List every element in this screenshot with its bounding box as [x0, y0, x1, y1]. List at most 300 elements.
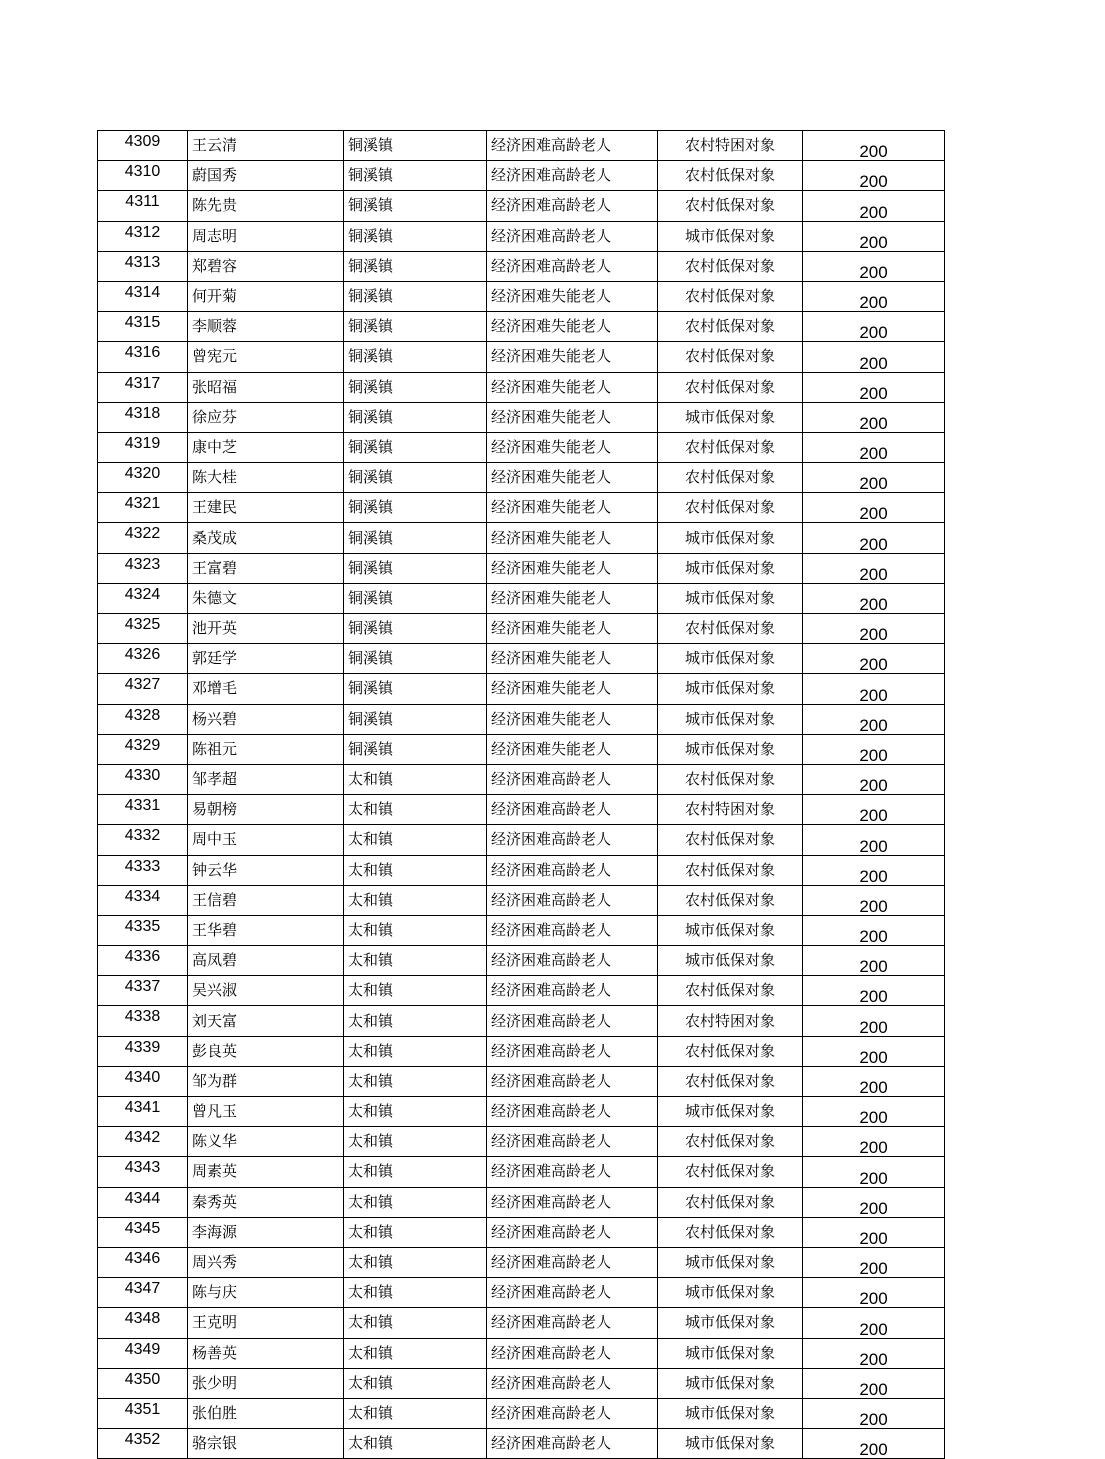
cell-amount: 200: [803, 1278, 945, 1308]
table-row: [98, 493, 945, 523]
cell-town: 铜溪镇: [344, 553, 487, 583]
cell-recipient-type: 城市低保对象: [658, 1308, 803, 1338]
cell-name: 朱德文: [188, 583, 344, 613]
cell-name: 王华碧: [188, 915, 344, 945]
cell-serial-number: 4339: [98, 1036, 188, 1066]
cell-category: 经济困难高龄老人: [487, 1036, 658, 1066]
cell-amount: 200: [803, 342, 945, 372]
cell-town: 太和镇: [344, 795, 487, 825]
cell-category: 经济困难高龄老人: [487, 885, 658, 915]
cell-serial-number: 4312: [98, 221, 188, 251]
cell-town: 太和镇: [344, 976, 487, 1006]
cell-category: 经济困难高龄老人: [487, 1006, 658, 1036]
table-row: [98, 191, 945, 221]
cell-name: 王建民: [188, 493, 344, 523]
cell-name: 钟云华: [188, 855, 344, 885]
cell-serial-number: 4328: [98, 704, 188, 734]
cell-amount: 200: [803, 764, 945, 794]
cell-category: 经济困难高龄老人: [487, 191, 658, 221]
table-row: [98, 432, 945, 462]
cell-town: 铜溪镇: [344, 674, 487, 704]
cell-name: 王云清: [188, 131, 344, 161]
cell-serial-number: 4327: [98, 674, 188, 704]
cell-category: 经济困难高龄老人: [487, 221, 658, 251]
cell-category: 经济困难高龄老人: [487, 1278, 658, 1308]
cell-recipient-type: 城市低保对象: [658, 915, 803, 945]
cell-amount: 200: [803, 825, 945, 855]
table-row: [98, 523, 945, 553]
cell-recipient-type: 农村低保对象: [658, 191, 803, 221]
table-row: [98, 1429, 945, 1459]
cell-category: 经济困难高龄老人: [487, 161, 658, 191]
table-row: [98, 553, 945, 583]
table-row: [98, 734, 945, 764]
cell-town: 太和镇: [344, 885, 487, 915]
cell-category: 经济困难高龄老人: [487, 825, 658, 855]
cell-category: 经济困难高龄老人: [487, 1247, 658, 1277]
cell-serial-number: 4317: [98, 372, 188, 402]
cell-amount: 200: [803, 221, 945, 251]
table-row: [98, 1127, 945, 1157]
cell-serial-number: 4332: [98, 825, 188, 855]
cell-serial-number: 4336: [98, 946, 188, 976]
cell-category: 经济困难高龄老人: [487, 1157, 658, 1187]
cell-recipient-type: 农村特困对象: [658, 131, 803, 161]
cell-recipient-type: 农村低保对象: [658, 1127, 803, 1157]
cell-serial-number: 4324: [98, 583, 188, 613]
cell-serial-number: 4325: [98, 614, 188, 644]
cell-serial-number: 4314: [98, 281, 188, 311]
cell-serial-number: 4334: [98, 885, 188, 915]
cell-name: 蔚国秀: [188, 161, 344, 191]
cell-amount: 200: [803, 885, 945, 915]
cell-recipient-type: 城市低保对象: [658, 1429, 803, 1459]
cell-name: 杨兴碧: [188, 704, 344, 734]
table-row: [98, 1247, 945, 1277]
cell-town: 太和镇: [344, 1278, 487, 1308]
cell-town: 太和镇: [344, 1097, 487, 1127]
cell-recipient-type: 城市低保对象: [658, 1278, 803, 1308]
cell-category: 经济困难失能老人: [487, 281, 658, 311]
cell-serial-number: 4313: [98, 251, 188, 281]
cell-amount: 200: [803, 734, 945, 764]
cell-name: 吴兴淑: [188, 976, 344, 1006]
table-row: [98, 463, 945, 493]
cell-name: 陈祖元: [188, 734, 344, 764]
cell-amount: 200: [803, 1187, 945, 1217]
table-row: [98, 1187, 945, 1217]
cell-category: 经济困难失能老人: [487, 312, 658, 342]
cell-serial-number: 4316: [98, 342, 188, 372]
cell-name: 李顺蓉: [188, 312, 344, 342]
cell-amount: 200: [803, 553, 945, 583]
cell-category: 经济困难失能老人: [487, 493, 658, 523]
cell-amount: 200: [803, 523, 945, 553]
cell-name: 桑茂成: [188, 523, 344, 553]
cell-category: 经济困难失能老人: [487, 583, 658, 613]
cell-serial-number: 4330: [98, 764, 188, 794]
cell-serial-number: 4344: [98, 1187, 188, 1217]
cell-serial-number: 4337: [98, 976, 188, 1006]
cell-recipient-type: 城市低保对象: [658, 583, 803, 613]
cell-serial-number: 4340: [98, 1066, 188, 1096]
table-row: [98, 1097, 945, 1127]
cell-town: 铜溪镇: [344, 583, 487, 613]
cell-category: 经济困难高龄老人: [487, 1187, 658, 1217]
table-row: [98, 674, 945, 704]
cell-serial-number: 4346: [98, 1247, 188, 1277]
cell-recipient-type: 农村低保对象: [658, 614, 803, 644]
cell-serial-number: 4326: [98, 644, 188, 674]
cell-town: 太和镇: [344, 1429, 487, 1459]
cell-amount: 200: [803, 1368, 945, 1398]
cell-recipient-type: 农村低保对象: [658, 1187, 803, 1217]
cell-category: 经济困难失能老人: [487, 704, 658, 734]
cell-serial-number: 4331: [98, 795, 188, 825]
cell-amount: 200: [803, 1217, 945, 1247]
table-row: [98, 1308, 945, 1338]
cell-category: 经济困难失能老人: [487, 644, 658, 674]
cell-amount: 200: [803, 704, 945, 734]
cell-serial-number: 4338: [98, 1006, 188, 1036]
cell-serial-number: 4320: [98, 463, 188, 493]
cell-town: 铜溪镇: [344, 161, 487, 191]
cell-town: 铜溪镇: [344, 281, 487, 311]
cell-town: 太和镇: [344, 1247, 487, 1277]
cell-category: 经济困难失能老人: [487, 372, 658, 402]
cell-serial-number: 4351: [98, 1398, 188, 1428]
cell-serial-number: 4341: [98, 1097, 188, 1127]
table-row: [98, 855, 945, 885]
cell-town: 太和镇: [344, 1157, 487, 1187]
cell-town: 太和镇: [344, 764, 487, 794]
table-row: [98, 1036, 945, 1066]
cell-town: 铜溪镇: [344, 372, 487, 402]
cell-town: 铜溪镇: [344, 734, 487, 764]
cell-name: 李海源: [188, 1217, 344, 1247]
cell-category: 经济困难失能老人: [487, 614, 658, 644]
cell-amount: 200: [803, 614, 945, 644]
table-row: [98, 131, 945, 161]
cell-recipient-type: 城市低保对象: [658, 674, 803, 704]
cell-amount: 200: [803, 372, 945, 402]
table-row: [98, 1338, 945, 1368]
table-body: [98, 131, 945, 1459]
cell-name: 周素英: [188, 1157, 344, 1187]
cell-serial-number: 4352: [98, 1429, 188, 1459]
beneficiary-table: [97, 130, 945, 1459]
cell-recipient-type: 农村低保对象: [658, 1217, 803, 1247]
cell-serial-number: 4310: [98, 161, 188, 191]
cell-town: 太和镇: [344, 1338, 487, 1368]
cell-amount: 200: [803, 946, 945, 976]
cell-name: 陈义华: [188, 1127, 344, 1157]
cell-recipient-type: 农村特困对象: [658, 795, 803, 825]
cell-town: 太和镇: [344, 1398, 487, 1428]
cell-recipient-type: 城市低保对象: [658, 946, 803, 976]
cell-town: 太和镇: [344, 825, 487, 855]
table-row: [98, 281, 945, 311]
cell-recipient-type: 农村低保对象: [658, 463, 803, 493]
cell-recipient-type: 农村低保对象: [658, 281, 803, 311]
cell-serial-number: 4309: [98, 131, 188, 161]
cell-amount: 200: [803, 463, 945, 493]
cell-amount: 200: [803, 1247, 945, 1277]
cell-amount: 200: [803, 191, 945, 221]
cell-name: 徐应芬: [188, 402, 344, 432]
cell-town: 铜溪镇: [344, 131, 487, 161]
cell-serial-number: 4311: [98, 191, 188, 221]
cell-amount: 200: [803, 855, 945, 885]
cell-category: 经济困难高龄老人: [487, 946, 658, 976]
cell-name: 张昭福: [188, 372, 344, 402]
table-row: [98, 251, 945, 281]
cell-town: 铜溪镇: [344, 402, 487, 432]
cell-serial-number: 4322: [98, 523, 188, 553]
table-row: [98, 704, 945, 734]
cell-serial-number: 4345: [98, 1217, 188, 1247]
cell-recipient-type: 城市低保对象: [658, 1338, 803, 1368]
cell-recipient-type: 城市低保对象: [658, 704, 803, 734]
cell-amount: 200: [803, 1036, 945, 1066]
cell-serial-number: 4321: [98, 493, 188, 523]
cell-category: 经济困难高龄老人: [487, 1127, 658, 1157]
table-row: [98, 1368, 945, 1398]
cell-recipient-type: 农村低保对象: [658, 161, 803, 191]
cell-category: 经济困难高龄老人: [487, 1097, 658, 1127]
cell-amount: 200: [803, 1429, 945, 1459]
cell-town: 铜溪镇: [344, 644, 487, 674]
cell-town: 铜溪镇: [344, 251, 487, 281]
cell-category: 经济困难高龄老人: [487, 1066, 658, 1096]
cell-serial-number: 4333: [98, 855, 188, 885]
cell-recipient-type: 城市低保对象: [658, 523, 803, 553]
cell-amount: 200: [803, 131, 945, 161]
cell-category: 经济困难高龄老人: [487, 1429, 658, 1459]
cell-recipient-type: 城市低保对象: [658, 1247, 803, 1277]
cell-recipient-type: 农村低保对象: [658, 432, 803, 462]
cell-town: 太和镇: [344, 1187, 487, 1217]
cell-recipient-type: 城市低保对象: [658, 1097, 803, 1127]
table-row: [98, 1217, 945, 1247]
table-row: [98, 644, 945, 674]
cell-town: 铜溪镇: [344, 493, 487, 523]
table-row: [98, 825, 945, 855]
cell-town: 铜溪镇: [344, 221, 487, 251]
cell-town: 铜溪镇: [344, 191, 487, 221]
cell-amount: 200: [803, 432, 945, 462]
cell-serial-number: 4349: [98, 1338, 188, 1368]
cell-amount: 200: [803, 1097, 945, 1127]
cell-name: 周志明: [188, 221, 344, 251]
cell-recipient-type: 城市低保对象: [658, 734, 803, 764]
table-row: [98, 372, 945, 402]
table-row: [98, 764, 945, 794]
cell-town: 太和镇: [344, 1217, 487, 1247]
cell-name: 郭廷学: [188, 644, 344, 674]
cell-amount: 200: [803, 1157, 945, 1187]
cell-name: 郑碧容: [188, 251, 344, 281]
cell-category: 经济困难高龄老人: [487, 1368, 658, 1398]
cell-name: 邹孝超: [188, 764, 344, 794]
table-row: [98, 1157, 945, 1187]
cell-amount: 200: [803, 644, 945, 674]
cell-serial-number: 4343: [98, 1157, 188, 1187]
cell-category: 经济困难高龄老人: [487, 855, 658, 885]
cell-amount: 200: [803, 1308, 945, 1338]
cell-name: 刘天富: [188, 1006, 344, 1036]
cell-name: 王信碧: [188, 885, 344, 915]
cell-town: 太和镇: [344, 915, 487, 945]
cell-name: 彭良英: [188, 1036, 344, 1066]
cell-category: 经济困难失能老人: [487, 402, 658, 432]
cell-serial-number: 4318: [98, 402, 188, 432]
cell-recipient-type: 城市低保对象: [658, 644, 803, 674]
cell-recipient-type: 农村低保对象: [658, 342, 803, 372]
table-row: [98, 583, 945, 613]
cell-category: 经济困难高龄老人: [487, 764, 658, 794]
cell-recipient-type: 农村低保对象: [658, 855, 803, 885]
table-row: [98, 976, 945, 1006]
table-row: [98, 1278, 945, 1308]
cell-name: 王克明: [188, 1308, 344, 1338]
cell-town: 太和镇: [344, 1368, 487, 1398]
cell-town: 铜溪镇: [344, 704, 487, 734]
cell-category: 经济困难高龄老人: [487, 251, 658, 281]
table-row: [98, 342, 945, 372]
cell-name: 张伯胜: [188, 1398, 344, 1428]
cell-category: 经济困难高龄老人: [487, 1308, 658, 1338]
cell-amount: 200: [803, 674, 945, 704]
cell-amount: 200: [803, 493, 945, 523]
cell-recipient-type: 农村低保对象: [658, 1036, 803, 1066]
cell-amount: 200: [803, 1398, 945, 1428]
cell-town: 铜溪镇: [344, 614, 487, 644]
cell-town: 铜溪镇: [344, 463, 487, 493]
cell-amount: 200: [803, 312, 945, 342]
cell-name: 杨善英: [188, 1338, 344, 1368]
cell-recipient-type: 城市低保对象: [658, 402, 803, 432]
cell-category: 经济困难失能老人: [487, 463, 658, 493]
cell-amount: 200: [803, 1066, 945, 1096]
table-row: [98, 915, 945, 945]
cell-name: 高凤碧: [188, 946, 344, 976]
cell-name: 陈与庆: [188, 1278, 344, 1308]
cell-amount: 200: [803, 795, 945, 825]
cell-category: 经济困难失能老人: [487, 342, 658, 372]
cell-recipient-type: 城市低保对象: [658, 1368, 803, 1398]
cell-name: 张少明: [188, 1368, 344, 1398]
cell-name: 曾宪元: [188, 342, 344, 372]
cell-amount: 200: [803, 583, 945, 613]
cell-recipient-type: 城市低保对象: [658, 1398, 803, 1428]
cell-name: 骆宗银: [188, 1429, 344, 1459]
table-row: [98, 946, 945, 976]
cell-town: 太和镇: [344, 1127, 487, 1157]
cell-category: 经济困难高龄老人: [487, 1398, 658, 1428]
cell-town: 铜溪镇: [344, 432, 487, 462]
cell-name: 何开菊: [188, 281, 344, 311]
cell-recipient-type: 农村低保对象: [658, 764, 803, 794]
cell-amount: 200: [803, 976, 945, 1006]
cell-serial-number: 4329: [98, 734, 188, 764]
cell-amount: 200: [803, 161, 945, 191]
cell-recipient-type: 农村特困对象: [658, 1006, 803, 1036]
cell-recipient-type: 农村低保对象: [658, 251, 803, 281]
cell-amount: 200: [803, 1127, 945, 1157]
cell-amount: 200: [803, 402, 945, 432]
cell-category: 经济困难高龄老人: [487, 915, 658, 945]
cell-category: 经济困难高龄老人: [487, 1217, 658, 1247]
cell-serial-number: 4323: [98, 553, 188, 583]
table-row: [98, 614, 945, 644]
cell-name: 周兴秀: [188, 1247, 344, 1277]
cell-name: 邹为群: [188, 1066, 344, 1096]
cell-name: 周中玉: [188, 825, 344, 855]
cell-recipient-type: 农村低保对象: [658, 372, 803, 402]
cell-recipient-type: 城市低保对象: [658, 221, 803, 251]
cell-amount: 200: [803, 1338, 945, 1368]
cell-category: 经济困难失能老人: [487, 523, 658, 553]
cell-serial-number: 4315: [98, 312, 188, 342]
table-row: [98, 1006, 945, 1036]
cell-recipient-type: 农村低保对象: [658, 312, 803, 342]
table-row: [98, 795, 945, 825]
cell-name: 池开英: [188, 614, 344, 644]
cell-name: 王富碧: [188, 553, 344, 583]
cell-town: 太和镇: [344, 1066, 487, 1096]
cell-amount: 200: [803, 251, 945, 281]
cell-name: 陈大桂: [188, 463, 344, 493]
cell-recipient-type: 农村低保对象: [658, 825, 803, 855]
cell-recipient-type: 农村低保对象: [658, 1066, 803, 1096]
cell-serial-number: 4335: [98, 915, 188, 945]
table-row: [98, 1066, 945, 1096]
cell-category: 经济困难高龄老人: [487, 795, 658, 825]
cell-name: 曾凡玉: [188, 1097, 344, 1127]
cell-name: 陈先贵: [188, 191, 344, 221]
cell-serial-number: 4342: [98, 1127, 188, 1157]
cell-recipient-type: 农村低保对象: [658, 885, 803, 915]
cell-category: 经济困难高龄老人: [487, 976, 658, 1006]
cell-serial-number: 4319: [98, 432, 188, 462]
cell-recipient-type: 城市低保对象: [658, 553, 803, 583]
cell-category: 经济困难失能老人: [487, 674, 658, 704]
cell-town: 铜溪镇: [344, 312, 487, 342]
cell-category: 经济困难高龄老人: [487, 131, 658, 161]
cell-category: 经济困难高龄老人: [487, 1338, 658, 1368]
cell-town: 太和镇: [344, 855, 487, 885]
cell-amount: 200: [803, 915, 945, 945]
cell-recipient-type: 农村低保对象: [658, 1157, 803, 1187]
table-row: [98, 161, 945, 191]
table-row: [98, 312, 945, 342]
table-row: [98, 221, 945, 251]
cell-category: 经济困难失能老人: [487, 432, 658, 462]
cell-town: 太和镇: [344, 1308, 487, 1338]
table-row: [98, 402, 945, 432]
cell-serial-number: 4347: [98, 1278, 188, 1308]
cell-name: 秦秀英: [188, 1187, 344, 1217]
cell-recipient-type: 农村低保对象: [658, 976, 803, 1006]
cell-name: 康中芝: [188, 432, 344, 462]
cell-recipient-type: 农村低保对象: [658, 493, 803, 523]
cell-amount: 200: [803, 281, 945, 311]
cell-name: 邓增毛: [188, 674, 344, 704]
cell-town: 太和镇: [344, 1006, 487, 1036]
table-row: [98, 1398, 945, 1428]
cell-town: 太和镇: [344, 946, 487, 976]
